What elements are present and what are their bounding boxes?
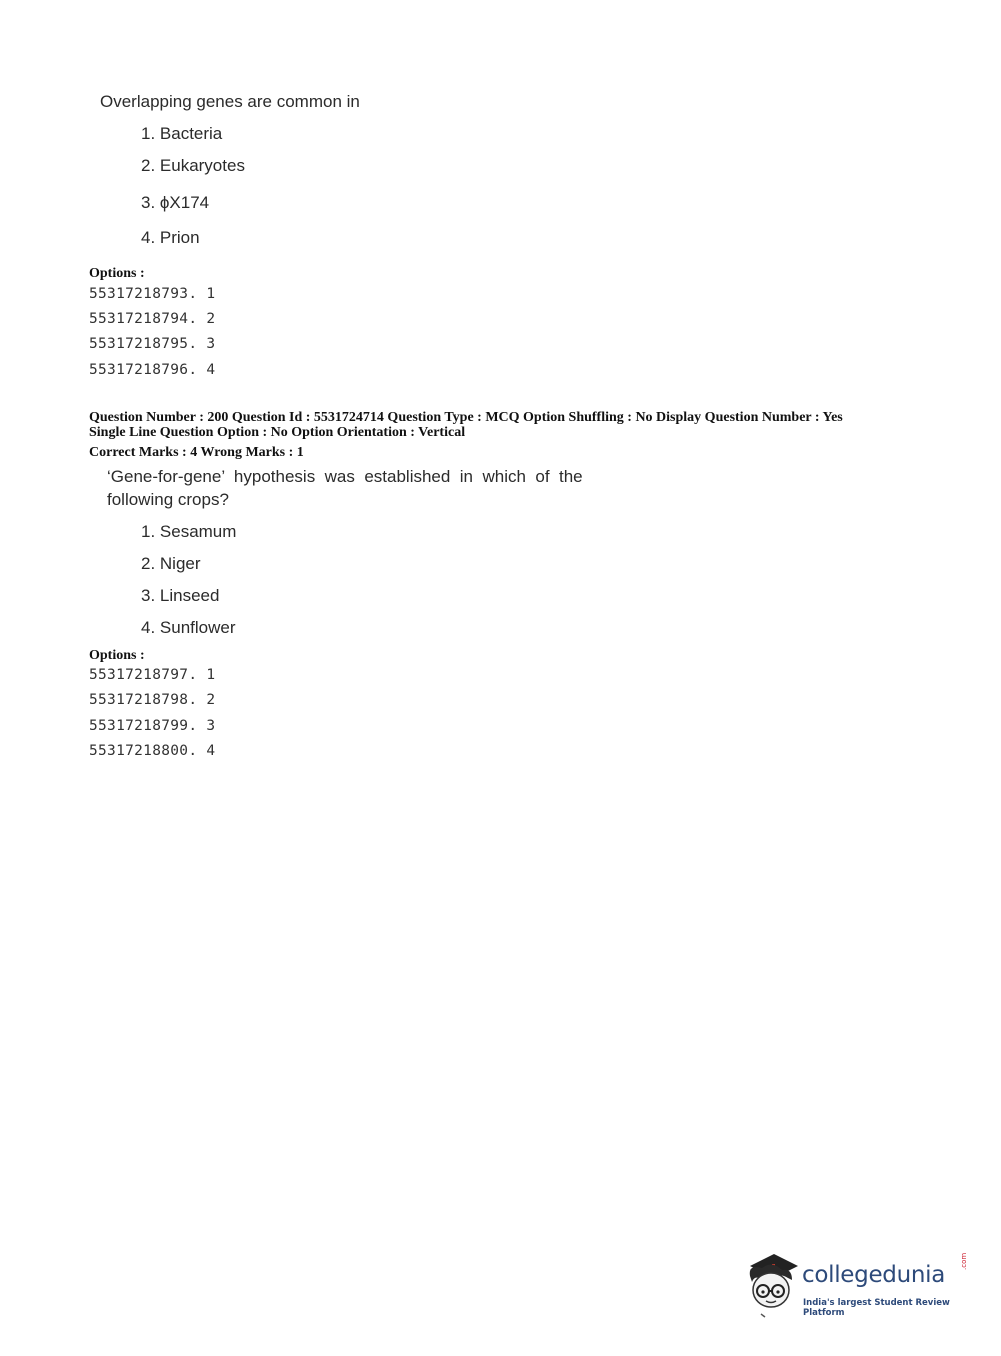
q2-option-id-3: 55317218799. 3 bbox=[89, 718, 216, 734]
q1-choice-3: 3. ϕX174 bbox=[141, 193, 210, 212]
collegedunia-logo bbox=[742, 1250, 972, 1320]
question-1-text: Overlapping genes are common in bbox=[100, 92, 360, 111]
q1-option-id-4: 55317218796. 4 bbox=[89, 362, 216, 378]
q2-choice-2: 2. Niger bbox=[141, 554, 201, 573]
brand-tagline: India's largest Student Review Platform bbox=[803, 1298, 950, 1318]
q2-meta-line-1: Question Number : 200 Question Id : 5531724714 Question Type : MCQ Option Shuffling : No Display Question Number : Yes bbox=[89, 410, 843, 425]
q2-choice-3: 3. Linseed bbox=[141, 586, 220, 605]
q2-meta-line-2: Single Line Question Option : No Option Orientation : Vertical bbox=[89, 425, 466, 440]
q2-marks: Correct Marks : 4 Wrong Marks : 1 bbox=[89, 445, 304, 460]
question-2-text-line-2: following crops? bbox=[107, 490, 229, 509]
q2-options-label: Options : bbox=[89, 648, 145, 663]
mascot-icon bbox=[742, 1250, 802, 1320]
q1-choice-1: 1. Bacteria bbox=[141, 124, 223, 143]
q1-choice-4: 4. Prion bbox=[141, 228, 200, 247]
brand-suffix: .com bbox=[960, 1252, 968, 1270]
q1-choice-2: 2. Eukaryotes bbox=[141, 156, 245, 175]
q2-choice-1: 1. Sesamum bbox=[141, 522, 237, 541]
q2-option-id-1: 55317218797. 1 bbox=[89, 667, 216, 683]
q1-option-id-1: 55317218793. 1 bbox=[89, 286, 216, 302]
q2-choice-4: 4. Sunflower bbox=[141, 618, 236, 637]
question-2-text-line-1: ‘Gene-for-gene’ hypothesis was established in which of the bbox=[107, 467, 583, 486]
q1-option-id-3: 55317218795. 3 bbox=[89, 336, 216, 352]
q2-option-id-2: 55317218798. 2 bbox=[89, 692, 216, 708]
brand-name: collegedunia bbox=[802, 1262, 946, 1288]
q2-option-id-4: 55317218800. 4 bbox=[89, 743, 216, 759]
q1-option-id-2: 55317218794. 2 bbox=[89, 311, 216, 327]
q1-options-label: Options : bbox=[89, 266, 145, 281]
